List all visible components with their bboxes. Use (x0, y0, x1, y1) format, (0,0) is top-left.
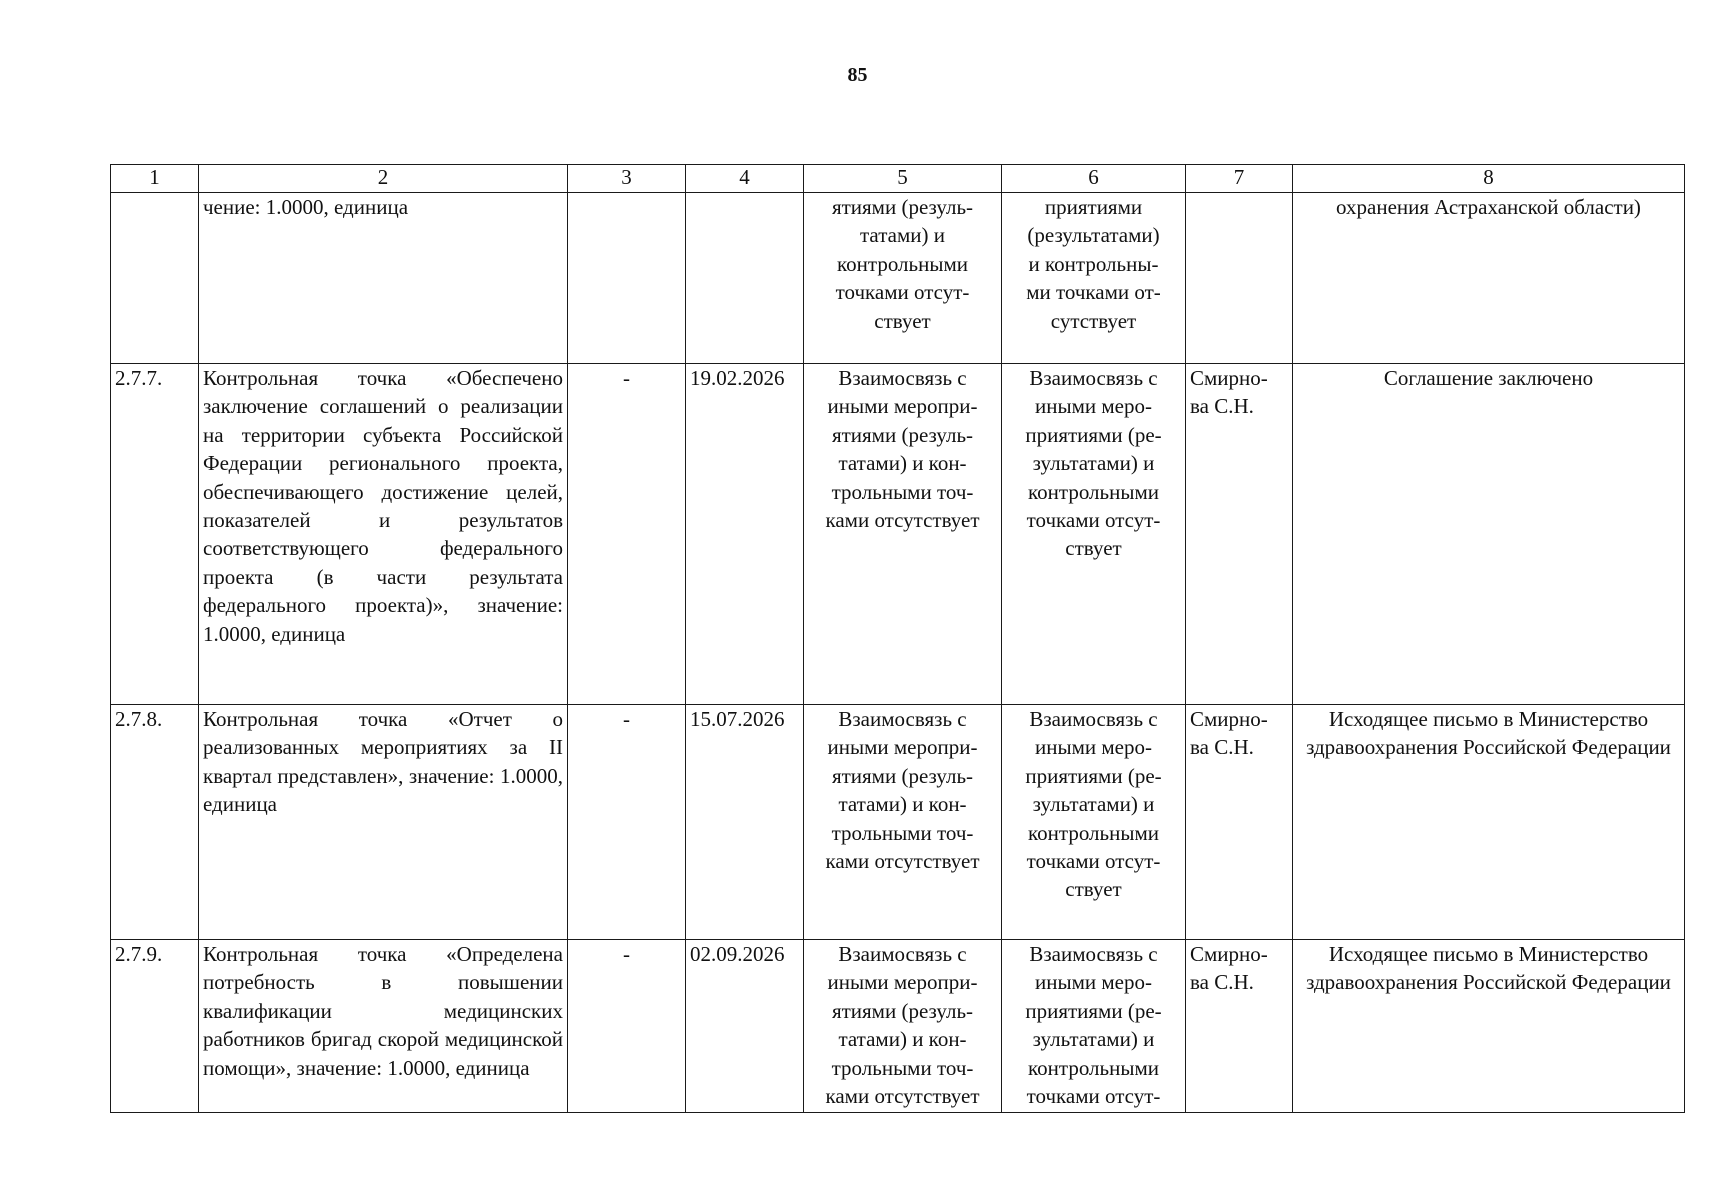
table-row (111, 364, 1685, 705)
table-row (111, 940, 1685, 1113)
table-row (111, 193, 1685, 364)
row-number: 2.7.7. (111, 364, 199, 705)
column-header-3: 3 (568, 165, 686, 193)
table-row (111, 705, 1685, 940)
control-point-name: Контрольная точка «Отчет о реализованных мероприятиях за II квартал представлен», значение: 1.0000, единица (199, 705, 568, 940)
relation-column-5: Взаимосвязь с иными меропри- ятиями (резуль- татами) и кон- трольными точ- ками отсутствует (804, 940, 1002, 1113)
due-date: 15.07.2026 (686, 705, 804, 940)
due-date: 02.09.2026 (686, 940, 804, 1113)
column-header-7: 7 (1186, 165, 1293, 193)
control-point-name: чение: 1.0000, единица (199, 193, 568, 364)
column-header-5: 5 (804, 165, 1002, 193)
confirming-document: Исходящее письмо в Министерство здравоохранения Российской Федерации (1293, 705, 1685, 940)
row-number: 2.7.9. (111, 940, 199, 1113)
row-number (111, 193, 199, 364)
due-date (686, 193, 804, 364)
row-number: 2.7.8. (111, 705, 199, 940)
due-date: 19.02.2026 (686, 364, 804, 705)
header-row (111, 165, 1685, 193)
page-number: 85 (847, 64, 868, 86)
control-points-table (110, 164, 1685, 1113)
column-header-4: 4 (686, 165, 804, 193)
responsible-person: Смирно- ва С.Н. (1186, 364, 1293, 705)
column-header-2: 2 (199, 165, 568, 193)
relation-column-5: Взаимосвязь с иными меропри- ятиями (резуль- татами) и кон- трольными точ- ками отсутствует (804, 364, 1002, 705)
responsible-person: Смирно- ва С.Н. (1186, 705, 1293, 940)
column-3-value: - (568, 364, 686, 705)
responsible-person (1186, 193, 1293, 364)
control-point-name: Контрольная точка «Определена потребность в повышении квалификации медицинских работников бригад скорой медицинской помощи», значение: 1.0000, единица (199, 940, 568, 1113)
responsible-person: Смирно- ва С.Н. (1186, 940, 1293, 1113)
column-header-8: 8 (1293, 165, 1685, 193)
relation-column-6: Взаимосвязь с иными меро- приятиями (ре- зультатами) и контрольными точками отсут- ствует (1002, 364, 1186, 705)
column-header-6: 6 (1002, 165, 1186, 193)
control-point-name: Контрольная точка «Обеспечено заключение соглашений о реализации на территории субъекта Российской Федерации регионального проекта, обеспечивающего достижение целей, показателей и результатов соответствующего федерального проекта (в части результата федерального проекта)», значение: 1.0000, единица (199, 364, 568, 705)
column-3-value: - (568, 705, 686, 940)
confirming-document: Соглашение заключено (1293, 364, 1685, 705)
column-header-1: 1 (111, 165, 199, 193)
confirming-document: охранения Астраханской области) (1293, 193, 1685, 364)
relation-column-6: Взаимосвязь с иными меро- приятиями (ре- зультатами) и контрольными точками отсут- (1002, 940, 1186, 1113)
column-3-value (568, 193, 686, 364)
relation-column-6: приятиями (результатами) и контрольны- ми точками от- сутствует (1002, 193, 1186, 364)
relation-column-5: Взаимосвязь с иными меропри- ятиями (резуль- татами) и кон- трольными точ- ками отсутствует (804, 705, 1002, 940)
column-3-value: - (568, 940, 686, 1113)
confirming-document: Исходящее письмо в Министерство здравоохранения Российской Федерации (1293, 940, 1685, 1113)
relation-column-6: Взаимосвязь с иными меро- приятиями (ре- зультатами) и контрольными точками отсут- ствует (1002, 705, 1186, 940)
relation-column-5: ятиями (резуль- татами) и контрольными точками отсут- ствует (804, 193, 1002, 364)
